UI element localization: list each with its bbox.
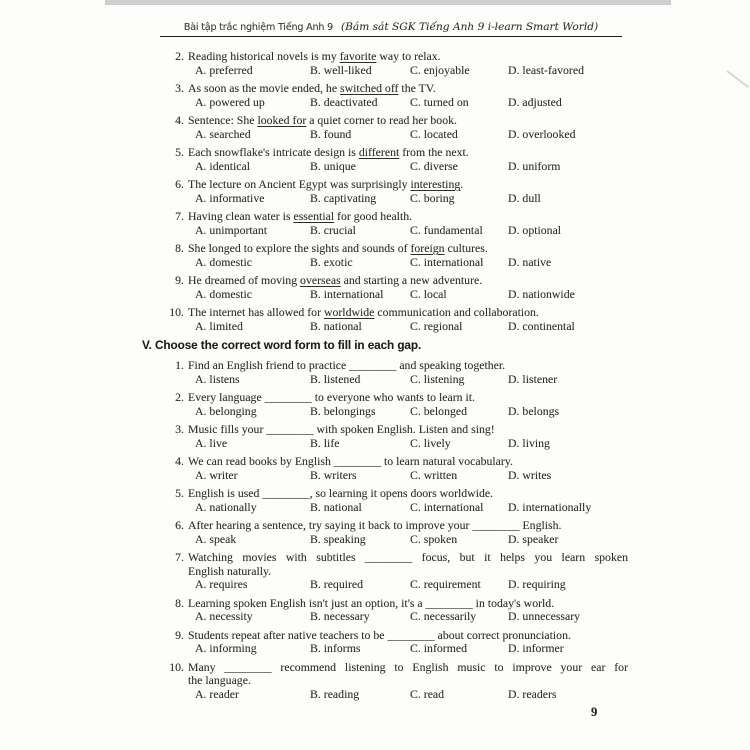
option-d: D. adjusted (508, 94, 562, 109)
options-row (195, 373, 628, 387)
question-number: 8. (175, 595, 184, 610)
option-a: A. informing (195, 641, 257, 655)
option-a: A. reader (195, 686, 239, 701)
option-b: B. reading (310, 686, 360, 701)
question-number: 6. (175, 518, 184, 532)
option-b: B. crucial (310, 222, 356, 237)
question-number: 9. (175, 273, 184, 287)
question (158, 629, 628, 656)
question-text (188, 551, 628, 565)
underlined-word: foreign (410, 241, 445, 255)
option-c: C. spoken (410, 531, 458, 546)
option-b: B. well-liked (310, 62, 372, 77)
text-segment: Sentence: She (188, 113, 258, 127)
option-c: C. necessarily (410, 609, 477, 623)
question (158, 487, 628, 514)
text-segment: Learning spoken English isn't just an option, it's a ________ in today's world. (188, 595, 555, 610)
option-d: D. dull (508, 190, 541, 205)
option-d: D. informer (508, 641, 564, 655)
options-row (195, 578, 628, 592)
underlined-word: looked for (257, 113, 307, 127)
options-row (195, 533, 628, 547)
option-c: C. regional (410, 318, 463, 333)
option-a: A. listens (195, 371, 240, 386)
question (158, 551, 628, 592)
options-row (195, 224, 628, 238)
text-segment: Every language ________ to everyone who wants to learn it. (188, 390, 475, 404)
options-row (195, 64, 628, 78)
question-number: 4. (175, 454, 184, 468)
options-row (195, 405, 628, 419)
text-segment: the language. (188, 673, 251, 687)
questions-area (142, 44, 628, 706)
question-number: 10. (169, 305, 184, 319)
text-segment: After hearing a sentence, try saying it back to improve your ________ English. (188, 518, 562, 532)
option-a: A. writer (195, 467, 238, 482)
question-number: 7. (175, 550, 184, 564)
question-number: 3. (175, 422, 184, 436)
page-number: 9 (591, 705, 598, 719)
option-c: C. enjoyable (410, 62, 470, 77)
question-text (188, 306, 628, 320)
options-row (195, 192, 628, 206)
option-c: C. located (410, 126, 458, 141)
question-text (188, 597, 628, 611)
text-segment: Having clean water is (188, 209, 294, 223)
question (158, 423, 628, 450)
question (158, 274, 628, 301)
question-number: 8. (175, 241, 184, 255)
question (158, 178, 628, 205)
option-b: B. necessary (310, 609, 370, 623)
question-text (188, 423, 628, 437)
text-segment: He dreamed of moving (188, 273, 301, 287)
option-a: A. preferred (195, 62, 253, 77)
question (158, 519, 628, 546)
option-b: B. speaking (310, 531, 366, 546)
question-number: 9. (175, 627, 184, 642)
underlined-word: worldwide (323, 305, 375, 319)
options-row (195, 128, 628, 142)
text-segment: the TV. (398, 81, 436, 95)
text-segment: The internet has allowed for (188, 305, 324, 319)
option-d: D. unnecessary (508, 609, 581, 623)
option-a: A. speak (195, 531, 237, 546)
option-c: C. informed (410, 641, 468, 655)
option-b: B. exotic (310, 254, 353, 269)
text-segment: She longed to explore the sights and sounds of (188, 241, 411, 255)
text-segment: As soon as the movie ended, he (188, 81, 341, 95)
question-number: 4. (175, 113, 184, 127)
option-c: C. international (410, 254, 484, 269)
option-c: C. written (410, 467, 458, 482)
option-c: C. belonged (410, 403, 468, 418)
option-d: D. belongs (508, 403, 560, 418)
option-d: D. living (508, 435, 550, 450)
option-b: B. found (310, 126, 352, 141)
option-a: A. belonging (195, 403, 257, 418)
question-number: 5. (175, 486, 184, 500)
question-text (188, 359, 628, 373)
question (158, 391, 628, 418)
underlined-word: interesting (410, 177, 461, 191)
option-d: D. requiring (508, 577, 566, 591)
underlined-word: overseas (300, 273, 341, 287)
option-a: A. domestic (195, 286, 253, 301)
text-segment: a quiet corner to read her book. (306, 113, 457, 127)
question-text (188, 565, 628, 579)
option-b: B. international (310, 286, 384, 301)
text-segment: Reading historical novels is my (188, 49, 340, 63)
option-c: C. diverse (410, 158, 458, 173)
question-number: 1. (175, 358, 184, 372)
option-d: D. internationally (508, 499, 592, 514)
option-d: D. overlooked (508, 126, 576, 141)
text-segment: . (460, 177, 464, 191)
question-text (188, 274, 628, 288)
question (158, 597, 628, 624)
option-d: D. continental (508, 318, 575, 333)
option-b: B. required (310, 577, 364, 591)
photo-edge-top (105, 0, 671, 5)
question-text (188, 487, 628, 501)
question-text (188, 210, 628, 224)
option-c: C. international (410, 499, 484, 514)
options-row (195, 320, 628, 334)
option-d: D. writes (508, 467, 552, 482)
question-text (188, 674, 628, 688)
photo-artifact (726, 70, 749, 88)
running-header (148, 17, 634, 35)
option-a: A. powered up (195, 94, 265, 109)
question (158, 306, 628, 333)
text-segment: cultures. (444, 241, 488, 255)
question (158, 114, 628, 141)
question (158, 82, 628, 109)
question (158, 455, 628, 482)
question (158, 661, 628, 702)
question-number: 2. (175, 390, 184, 404)
question-number: 7. (175, 209, 184, 223)
option-c: C. read (410, 686, 445, 701)
option-b: B. national (310, 318, 362, 333)
option-b: B. deactivated (310, 94, 378, 109)
question-number: 6. (175, 177, 184, 191)
text-segment: We can read books by English ________ to learn natural vocabulary. (188, 454, 513, 468)
option-b: B. belongings (310, 403, 376, 418)
question-text (188, 629, 628, 643)
section-v-heading: V. Choose the correct word form to fill in each gap. (142, 338, 422, 352)
question-text (188, 178, 628, 192)
question (158, 242, 628, 269)
option-b: B. unique (310, 158, 356, 173)
underlined-word: different (358, 145, 400, 159)
option-b: B. writers (310, 467, 357, 482)
option-b: B. national (310, 499, 362, 514)
text-segment: Find an English friend to practice ________ and speaking together. (188, 358, 506, 372)
option-b: B. captivating (310, 190, 377, 205)
option-c: C. boring (410, 190, 455, 205)
underlined-word: favorite (339, 49, 377, 63)
option-d: D. nationwide (508, 286, 575, 301)
question-number: 2. (175, 49, 184, 63)
option-a: A. live (195, 435, 228, 450)
option-c: C. listening (410, 371, 465, 386)
underlined-word: switched off (340, 81, 399, 95)
text-segment: The lecture on Ancient Egypt was surprisingly (188, 177, 411, 191)
option-b: B. listened (310, 371, 361, 386)
question-text (188, 82, 628, 96)
header-rule (160, 36, 622, 37)
text-segment: for good health. (334, 209, 413, 223)
question-text (188, 519, 628, 533)
question (158, 146, 628, 173)
question (158, 359, 628, 386)
text-segment: Music fills your ________ with spoken English. Listen and sing! (188, 422, 495, 436)
question-text (188, 242, 628, 256)
option-d: D. uniform (508, 158, 561, 173)
question (158, 50, 628, 77)
options-row (195, 469, 628, 483)
question-text (188, 114, 628, 128)
options-row (195, 501, 628, 515)
option-c: C. local (410, 286, 447, 301)
option-d: D. listener (508, 371, 558, 386)
option-c: C. requirement (410, 577, 481, 591)
option-a: A. unimportant (195, 222, 268, 237)
options-row (195, 437, 628, 451)
options-row (195, 642, 628, 656)
section-v-questions (158, 359, 628, 701)
text-segment: from the next. (399, 145, 469, 159)
text-segment: English is used ________, so learning it opens doors worldwide. (188, 486, 494, 500)
option-c: C. fundamental (410, 222, 483, 237)
option-a: A. informative (195, 190, 265, 205)
question-text (188, 455, 628, 469)
options-row (195, 160, 628, 174)
option-a: A. nationally (195, 499, 257, 514)
option-a: A. domestic (195, 254, 253, 269)
option-d: D. readers (508, 686, 557, 701)
option-a: A. identical (195, 158, 251, 173)
text-segment: Each snowflake's intricate design is (188, 145, 359, 159)
question-text (188, 50, 628, 64)
question-number: 3. (175, 81, 184, 95)
text-segment: Students repeat after native teachers to be ________ about correct pronunciation. (188, 627, 571, 642)
question-text (188, 391, 628, 405)
options-row (195, 688, 628, 702)
text-segment: way to relax. (376, 49, 441, 63)
underlined-word: essential (293, 209, 335, 223)
option-c: C. lively (410, 435, 451, 450)
options-row (195, 288, 628, 302)
option-d: D. native (508, 254, 552, 269)
question (158, 210, 628, 237)
question-number: 5. (175, 145, 184, 159)
options-row (195, 96, 628, 110)
option-a: A. necessity (195, 609, 253, 623)
option-a: A. requires (195, 577, 248, 591)
option-b: B. life (310, 435, 340, 450)
option-d: D. speaker (508, 531, 559, 546)
book-title: Bài tập trắc nghiệm Tiếng Anh 9 (183, 22, 333, 33)
text-segment: Watching movies with subtitles ________ focus, but it helps you learn spoken (188, 550, 628, 564)
option-a: A. limited (195, 318, 243, 333)
option-c: C. turned on (410, 94, 469, 109)
options-row (195, 256, 628, 270)
text-segment: Many ________ recommend listening to English music to improve your ear for (188, 659, 628, 674)
question-number: 10. (169, 659, 184, 674)
option-a: A. searched (195, 126, 251, 141)
question-text (188, 661, 628, 675)
question-text (188, 146, 628, 160)
option-d: D. optional (508, 222, 562, 237)
text-segment: communication and collaboration. (374, 305, 539, 319)
book-subtitle: (Bám sát SGK Tiếng Anh 9 i-learn Smart World) (340, 21, 599, 33)
option-b: B. informs (310, 641, 361, 655)
option-d: D. least-favored (508, 62, 584, 77)
section-iv-questions (158, 50, 628, 333)
options-row (195, 610, 628, 624)
text-segment: and starting a new adventure. (340, 273, 483, 287)
text-segment: English naturally. (188, 563, 272, 578)
